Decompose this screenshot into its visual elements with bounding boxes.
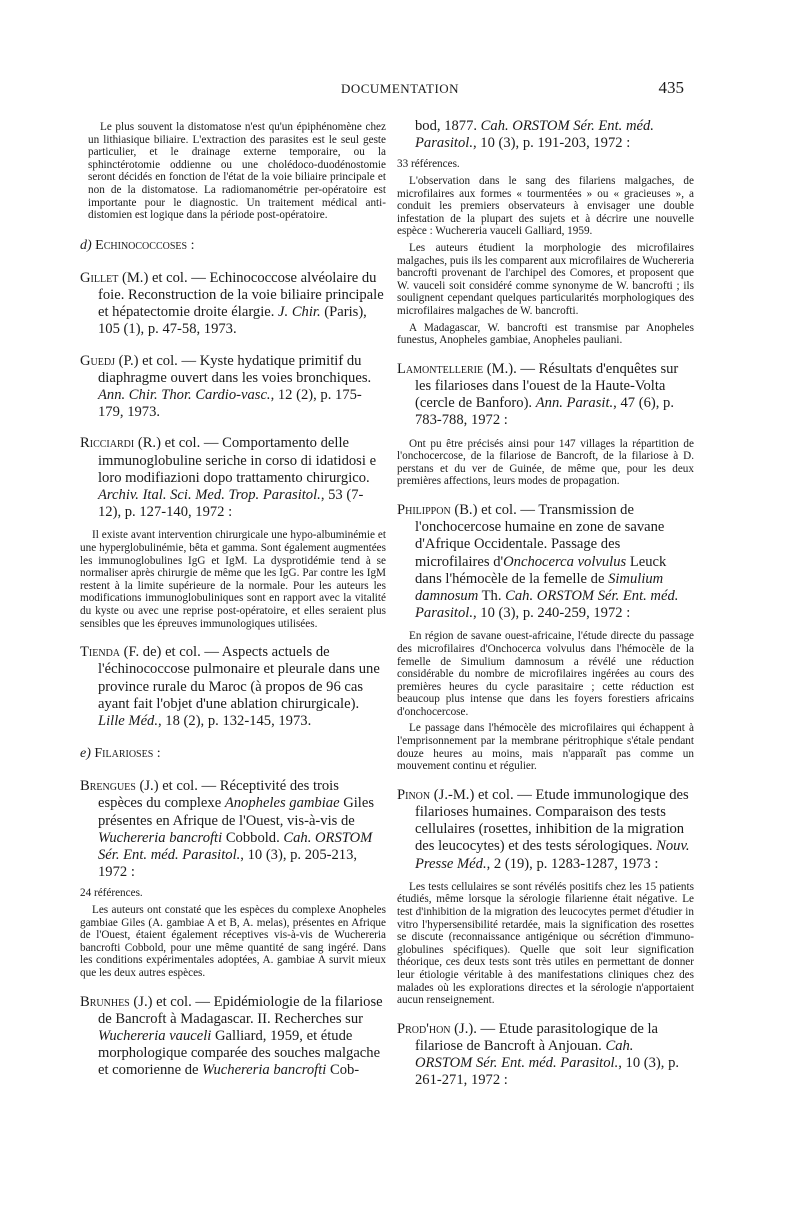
author-name: Tienda: [80, 644, 121, 661]
left-column: [80, 121, 386, 1084]
bibliography-entry: Gillet (M.) et col. — Echinococcose alvéolaire du foie. Reconstruction de la voie biliaire principale et hépatectomie droite élargie. J. Chir. (Paris), 105 (1), p. 47-58, 1973.: [80, 269, 384, 338]
bibliography-entry: Guedj (P.) et col. — Kyste hydatique primitif du diaphragme ouvert dans les voies bronchiques. Ann. Chir. Thor. Cardio-vasc., 12 (2), p. 175-179, 1973.: [80, 352, 372, 421]
entry-abstract: En région de savane ouest-africaine, l'étude directe du passage des microfilaires d'Onchocerca volvulus dans l'hémocèle de la femelle de Simulium damnosum a révélé une réduction considérable du nombre de microfilaires ingérées au cours des premières heures du cycle parasitaire ; cette réduction est beaucoup plus intense que dans les foyers forestiers africains d'onchocercose. Le passage dans l'hémocèle des microfilaires qui échappent à l'emprisonnement par la membrane péritrophique s'étale pendant douze heures au moins, mais n'apparaît pas comme un mouvement continu et régulier.: [397, 630, 694, 773]
journal-title: Nouv. Presse Méd.: [415, 838, 690, 872]
bibliography-entry: Lamontellerie (M.). — Résultats d'enquêtes sur les filarioses dans l'ouest de la Haute-Volta (cercle de Banforo). Ann. Parasit., 47 (6), p. 783-788, 1972 :: [397, 360, 679, 429]
entry-abstract: Ont pu être précisés ainsi pour 147 villages la répartition de l'onchocercose, de la filariose de Bancroft, de la filariose à D. perstans et du ver de Guinée, de même que, pour les deux premières affections, leurs modes de propagation.: [397, 437, 694, 488]
entry-abstract: 24 références. Les auteurs ont constaté que les espèces du complexe Anopheles gambiae Giles (A. gambiae A et B, A. melas), présentes en Afrique de l'Ouest, étaient également réceptives vis-à-vis de Wuchereria bancrofti Cobbold, pour une même quantité de sang ingéré. Dans les conditions expérimentales adoptées, A. gambiae A survit mieux que les deux autres espèces.: [80, 887, 386, 979]
entry-abstract: Il existe avant intervention chirurgicale une hypo-albuminémie et une hyperglobulinémie, bêta et gamma. Sont également augmentées les immunoglobulines IgG et IgM. La dysprotidémie tend à se normaliser après chirurgie de même que les IgG. Par contre les IgM restent à la limite supérieure de la normale. Pour les auteurs les modifications immunoglobuliniques sont en rapport avec la vitalité du kyste ou avec une reprise post-opératoire, et elles seraient plus sensibles que les épreuves immunologiques utilisées.: [80, 529, 386, 630]
journal-title: Cah. ORSTOM Sér. Ent. méd. Parasitol.: [415, 587, 679, 622]
author-name: Brengues: [80, 778, 136, 795]
entry-abstract: Les tests cellulaires se sont révélés positifs chez les 15 patients étudiés, même lorsque la sérologie filarienne était négative. Le test d'inhibition de la migration des leucocytes permet d'étudier in vitro l'hypersensibilité retardée, mais la signification des rosettes se discute (reconnaissance antigénique ou sécrétion d'immuno-globulines spécifiques). Quelle que soit leur signification théorique, ces deux tests sont très utiles en permettant de donner leur étiologie véritable à des manifestations cliniques chez des malades où les explorations directes et la sérologie n'apportaient aucun renseignement.: [397, 880, 694, 1007]
bibliography-entry: Brengues (J.) et col. — Réceptivité des trois espèces du complexe Anopheles gambiae Giles présentes en Afrique de l'Ouest, vis-à-vis de Wuchereria bancrofti Cobbold. Cah. ORSTOM Sér. Ent. méd. Parasitol., 10 (3), p. 205-213, 1972 :: [80, 778, 375, 881]
bibliography-entry: Tienda (F. de) et col. — Aspects actuels de l'échinococcose pulmonaire et pleurale dans une province rurale du Maroc (à propos de 96 cas ayant fait l'objet d'une ablation chirurgicale). Lille Méd., 18 (2), p. 132-145, 1973.: [80, 644, 380, 729]
bibliography-entry-continued: bod, 1877. Cah. ORSTOM Sér. Ent. méd. Parasitol., 10 (3), p. 191-203, 1972 :: [415, 118, 654, 152]
bibliography-entry: Brunhes (J.) et col. — Epidémiologie de la filariose de Bancroft à Madagascar. II. Recherches sur Wuchereria vauceli Galliard, 1959, et étude morphologique comparée des souches malgache et comorienne de Wuchereria bancrofti Cob-: [80, 993, 383, 1079]
bibliography-entry: Prod'hon (J.). — Etude parasitologique de la filariose de Bancroft à Anjouan. Cah. ORSTOM Sér. Ent. méd. Parasitol., 10 (3), p. 261-271, 1972 :: [397, 1020, 680, 1089]
bibliography-entry: Pinon (J.-M.) et col. — Etude immunologique des filarioses humaines. Comparaison des tests cellulaires (rosettes, inhibition de la migration des leucocytes) et des tests sérologiques. Nouv. Presse Méd., 2 (19), p. 1283-1287, 1973 :: [397, 786, 690, 872]
author-name: Brunhes: [80, 993, 130, 1010]
journal-title: Cah. ORSTOM Sér. Ent. méd. Parasitol.: [415, 118, 654, 152]
intro-abstract: Le plus souvent la distomatose n'est qu'un épiphénomène chez un lithiasique biliaire. L'extraction des parasites est le seul geste particulier, et le drainage externe temporaire, ou la sphinctérotomie oddienne ou une cholédoco-duodénostomie seront décidés en fonction de l'état de la voie biliaire principale et non de la distomatose. La radiomanométrie per-opératoire est importante pour le diagnostic. Un traitement médical anti-distomien est logique dans la période post-opératoire.: [88, 121, 386, 222]
running-header: DOCUMENTATION: [340, 81, 460, 96]
entry-abstract: 33 références. L'observation dans le sang des filariens malgaches, de microfilaires aux formes « tourmentées » ou « gracieuses », a conduit les premiers observateurs à envisager une double infestation de la plupart des sujets et à décrire une nouvelle espèce : Wuchereria vauceli Galliard, 1959. Les auteurs étudient la morphologie des microfilaires malgaches, puis ils les comparent aux microfilaires de Wuchereria bancrofti provenant de l'archipel des Comores, et proposent que W. vauceli soit considéré comme synonyme de W. bancrofti ; ils soulignent cependant quelques particularités morphologiques des microfilaires malgaches de W. bancrofti. A Madagascar, W. bancrofti est transmise par Anopheles funestus, Anopheles gambiae, Anopheles pauliani.: [397, 158, 694, 347]
author-name: Guedj: [80, 352, 115, 369]
author-name: Philippon: [397, 501, 451, 518]
journal-title: Cah. ORSTOM Sér. Ent. méd. Parasitol.: [415, 1038, 634, 1072]
author-name: Gillet: [80, 269, 119, 286]
journal-title: J. Chir.: [278, 304, 321, 321]
bibliography-entry: Philippon (B.) et col. — Transmission de l'onchocercose humaine en zone de savane d'Afrique Occidentale. Passage des microfilaires d'Onchocerca volvulus Leuck dans l'hémocèle de la femelle de Simulium damnosum Th. Cah. ORSTOM Sér. Ent. méd. Parasitol., 10 (3), p. 240-259, 1972 :: [397, 501, 679, 622]
author-name: Pinon: [397, 786, 431, 803]
journal-title: Lille Méd.: [98, 712, 158, 729]
author-name: Lamontellerie: [397, 360, 484, 377]
section-heading-echinococcoses: d) Echinococcoses :: [80, 237, 195, 253]
journal-title: Ann. Parasit.: [535, 395, 614, 412]
page-number: 435: [658, 78, 684, 97]
journal-title: Ann. Chir. Thor. Cardio-vasc.: [98, 386, 271, 403]
journal-title: Cah. ORSTOM Sér. Ent. méd. Parasitol.: [98, 829, 373, 863]
section-heading-filarioses: e) Filarioses :: [80, 746, 161, 762]
bibliography-entry: Ricciardi (R.) et col. — Comportamento delle immunoglobuline seriche in corso di idatidosi e loro modifiazioni dopo trattamento chirurgico. Archiv. Ital. Sci. Med. Trop. Parasitol., 53 (7-12), p. 127-140, 1972 :: [80, 435, 377, 521]
author-name: Ricciardi: [80, 435, 135, 452]
journal-title: Archiv. Ital. Sci. Med. Trop. Parasitol.: [98, 486, 321, 503]
right-column: [397, 118, 694, 1094]
author-name: Prod'hon: [397, 1020, 451, 1037]
